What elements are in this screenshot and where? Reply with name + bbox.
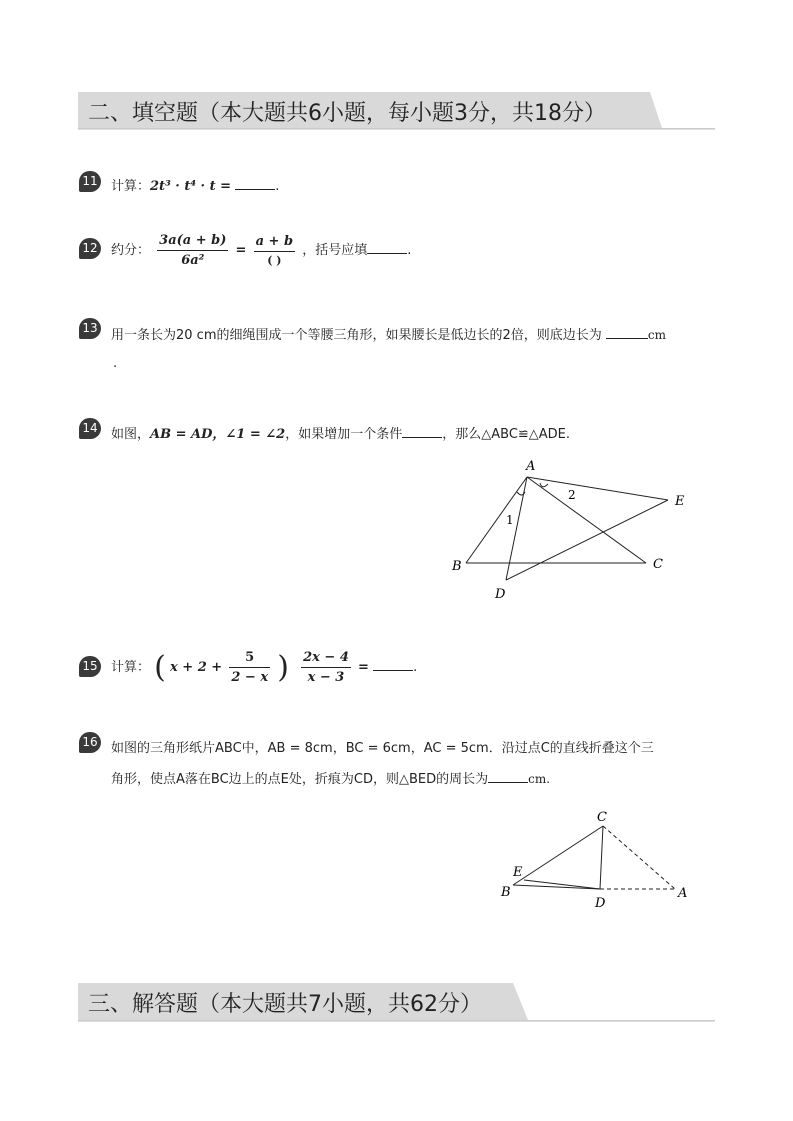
label-a: A: [678, 886, 688, 901]
question-text: 如图，: [111, 427, 151, 442]
period: .: [275, 179, 280, 194]
question-prefix: 计算：: [111, 179, 151, 194]
answer-blank[interactable]: [235, 177, 275, 190]
question-text: 如图的三角形纸片ABC中，AB = 8cm，BC = 6cm，AC = 5cm．沿过点C的直线折叠这个三: [111, 741, 654, 756]
question-12: [111, 233, 411, 268]
question-number-badge: 16: [79, 732, 101, 753]
fraction-denominator-blank[interactable]: ( ): [254, 251, 295, 267]
answer-blank[interactable]: [606, 326, 648, 339]
fraction-denominator: x − 3: [301, 667, 351, 685]
fraction: [254, 234, 295, 267]
question-number-badge: 12: [79, 238, 101, 259]
question-16-line-2: [111, 768, 550, 787]
unit-label: cm: [647, 328, 667, 342]
question-13: [111, 324, 666, 343]
label-e: E: [675, 494, 685, 509]
answer-blank[interactable]: [488, 770, 528, 783]
question-14: [111, 423, 570, 442]
question-suffix: ，括号应填: [302, 243, 368, 258]
label-d: D: [595, 896, 606, 910]
fraction: [157, 233, 228, 268]
period: .: [413, 660, 418, 675]
answer-blank[interactable]: [402, 425, 442, 438]
question-11: [111, 175, 279, 194]
question-prefix: 约分：: [111, 243, 151, 258]
label-d: D: [495, 587, 506, 602]
question-text: ，如果增加一个条件: [285, 427, 403, 442]
label-c: C: [653, 557, 663, 572]
equals-sign: =: [235, 243, 247, 258]
question-text: 用一条长为20 cm的细绳围成一个等腰三角形，如果腰长是低边长的2倍，则底边长为: [111, 328, 602, 343]
math-condition: AB = AD，∠1 = ∠2: [150, 427, 286, 442]
fraction: [229, 650, 270, 685]
period: .: [407, 243, 412, 258]
question-number-badge: 11: [79, 171, 101, 192]
question-number-badge: 14: [79, 418, 101, 439]
period: .: [113, 356, 118, 371]
question-number-badge: 13: [79, 318, 101, 339]
angle-1-label: 1: [506, 513, 514, 527]
triangle-figure-abc-ade: [440, 450, 700, 610]
question-text: ，那么△ABC≌△ADE.: [442, 427, 571, 442]
section-title: 三、解答题（本大题共7小题，共62分）: [88, 992, 482, 1017]
triangle-fold-figure: [495, 805, 695, 910]
label-c: C: [597, 810, 607, 825]
fraction-numerator: 2x − 4: [303, 650, 349, 665]
angle-2-label: 2: [568, 488, 576, 502]
unit-label: cm.: [528, 772, 551, 786]
left-paren: (: [154, 650, 166, 685]
fraction-denominator: 6a²: [157, 250, 228, 268]
label-a: A: [526, 459, 536, 474]
label-e: E: [513, 865, 523, 880]
section-title: 二、填空题（本大题共6小题，每小题3分，共18分）: [88, 101, 606, 126]
section-header-fill-in: [78, 92, 715, 132]
label-b: B: [452, 559, 462, 574]
right-paren: ): [277, 650, 289, 685]
question-text: 角形，使点A落在BC边上的点E处，折痕为CD，则△BED的周长为: [111, 772, 489, 787]
section-header-answer: [78, 983, 715, 1023]
fraction-numerator: 3a(a + b): [159, 233, 227, 248]
question-prefix: 计算：: [111, 660, 151, 675]
equals-sign: =: [358, 660, 369, 675]
math-expression: 2t³ · t⁴ · t =: [150, 179, 232, 194]
fraction: [301, 650, 351, 685]
label-b: B: [501, 885, 511, 900]
fraction-numerator: a + b: [255, 234, 294, 249]
answer-blank[interactable]: [373, 658, 413, 671]
question-15: [111, 650, 417, 685]
fraction-numerator: 5: [245, 650, 255, 665]
question-number-badge: 15: [79, 656, 101, 677]
answer-blank[interactable]: [367, 241, 407, 254]
fraction-denominator: 2 − x: [229, 667, 270, 685]
math-expression: x + 2 +: [170, 660, 223, 675]
